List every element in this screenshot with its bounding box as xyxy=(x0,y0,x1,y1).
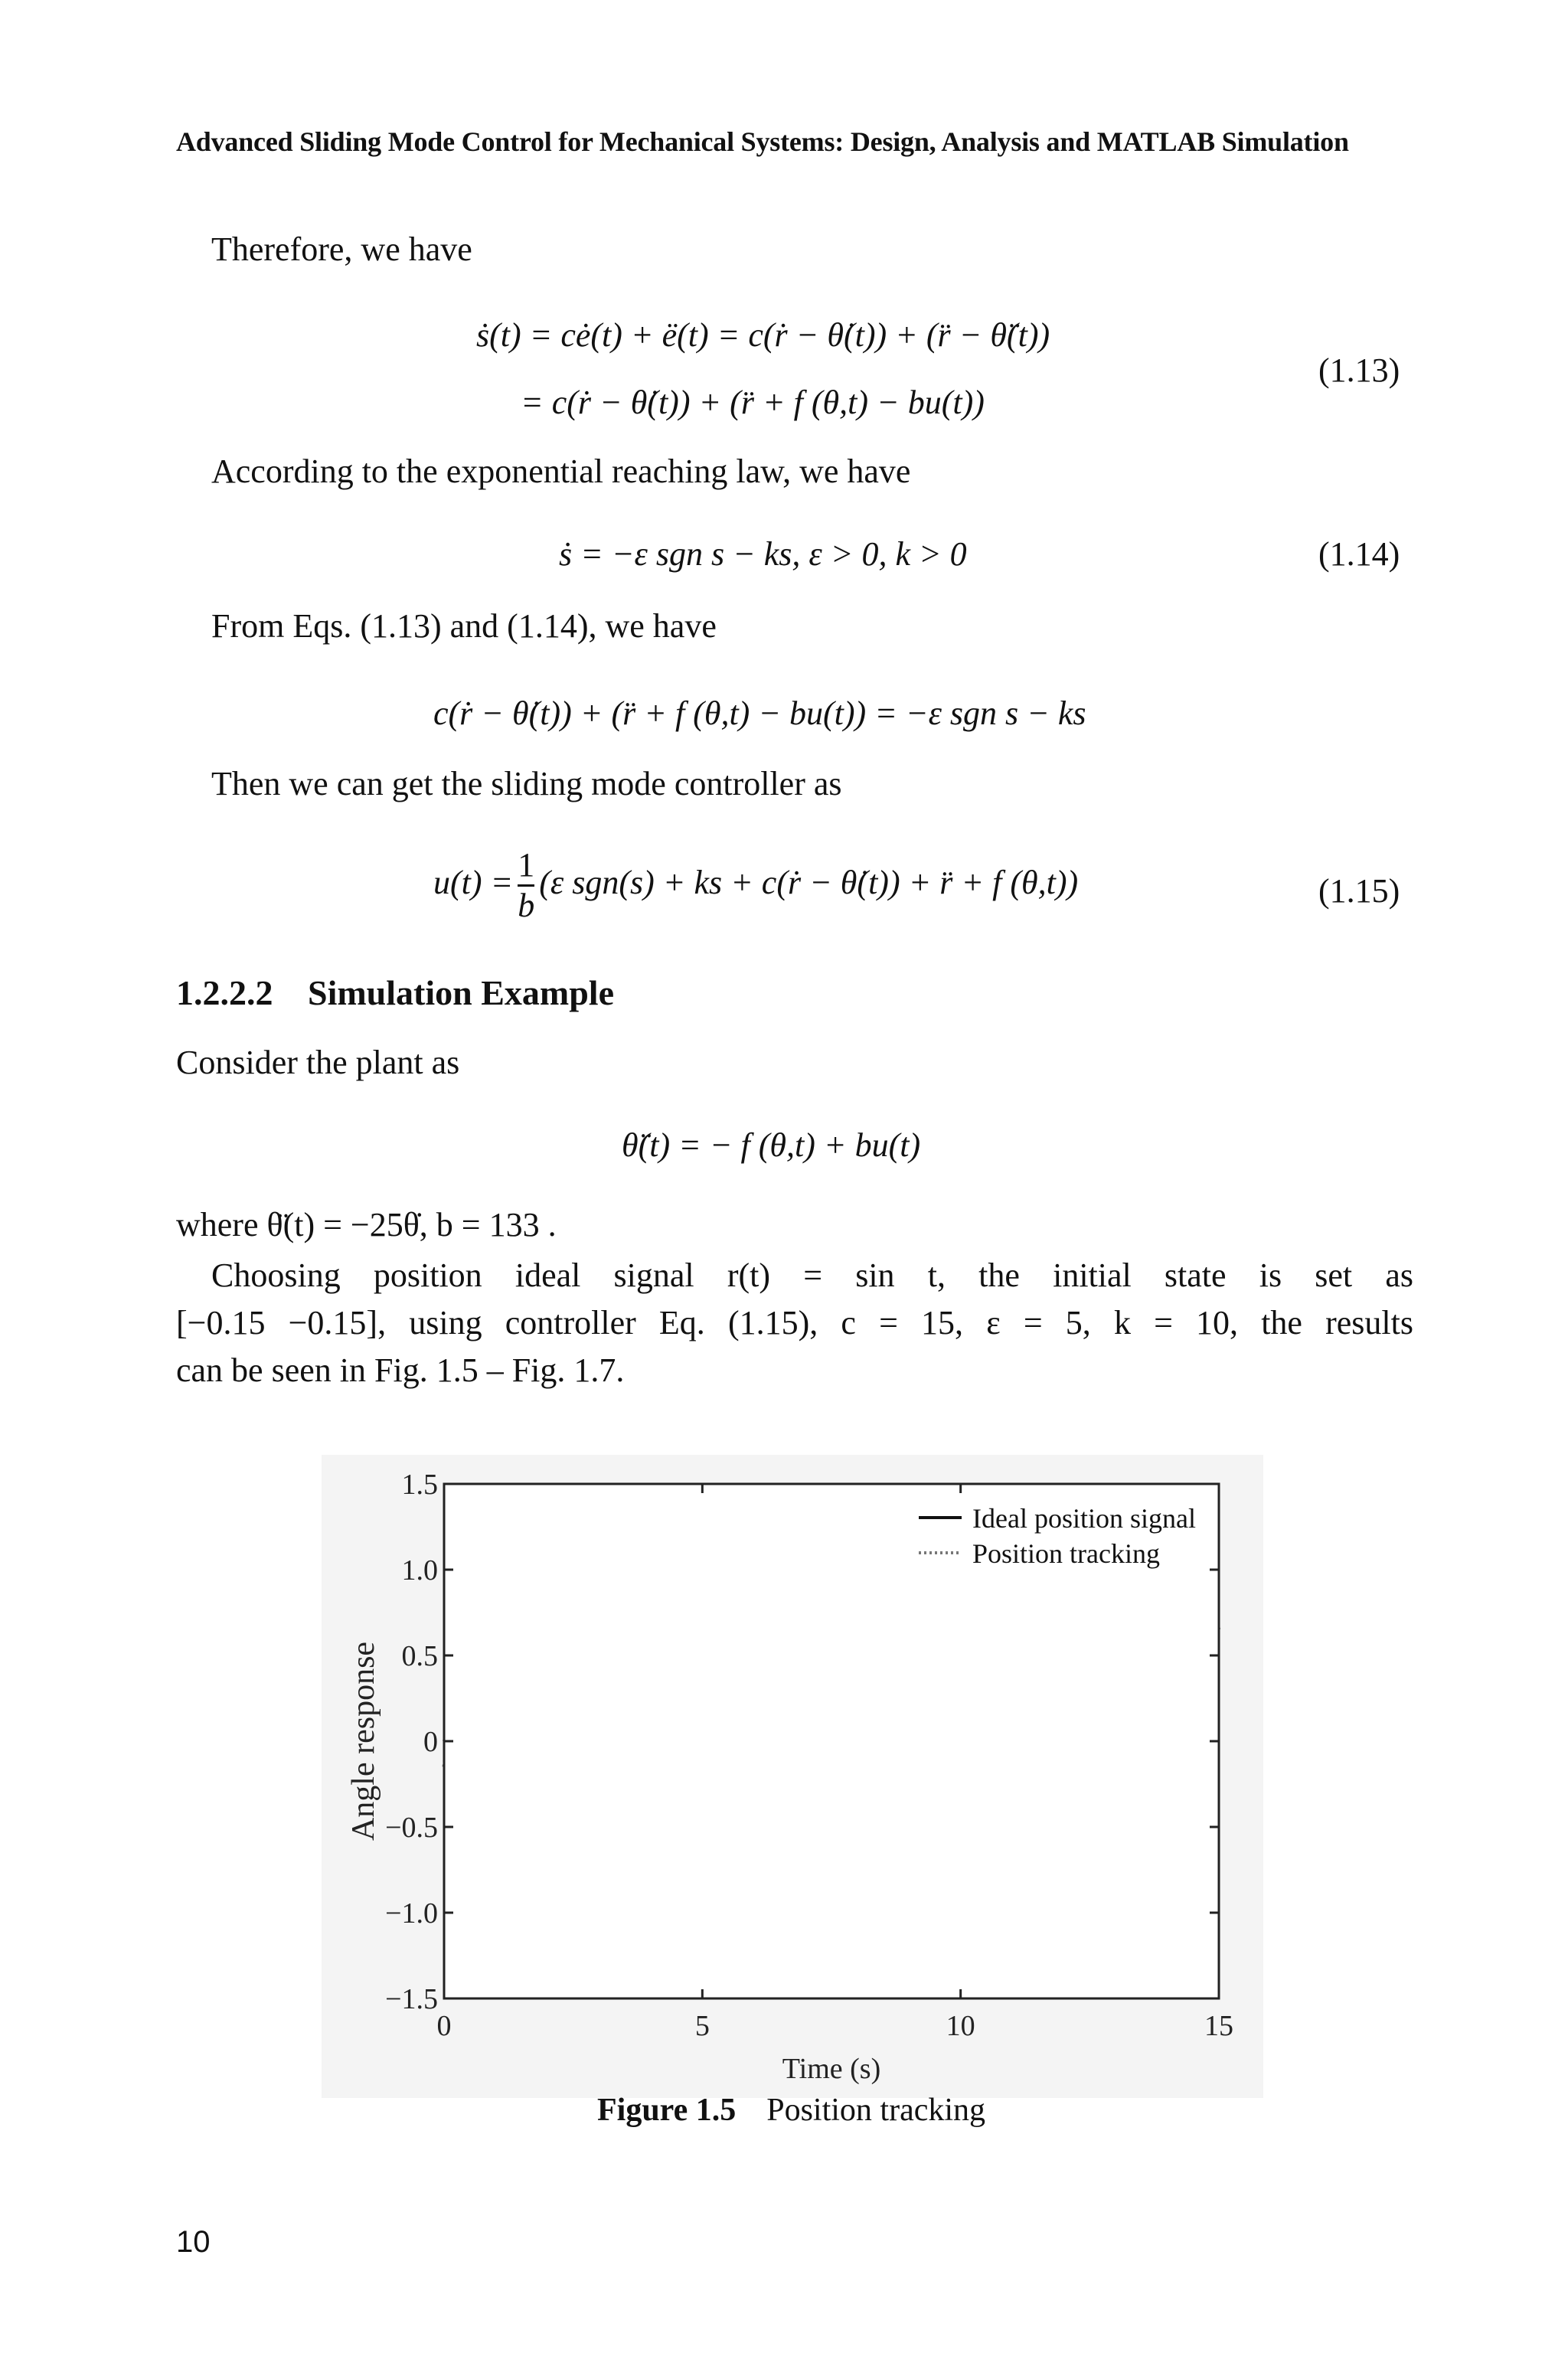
fraction-numerator: 1 xyxy=(518,846,534,887)
figure-caption xyxy=(597,2092,985,2129)
x-tick-label: 5 xyxy=(694,2010,710,2042)
y-tick-label: −1.0 xyxy=(385,1897,438,1930)
section-number: 1.2.2.2 xyxy=(176,973,273,1012)
position-tracking-chart xyxy=(322,1455,1263,2098)
paragraph-therefore: Therefore, we have xyxy=(211,230,472,268)
x-tick-label: 0 xyxy=(436,2010,452,2042)
section-heading xyxy=(176,972,614,1013)
legend-label-ideal: Ideal position signal xyxy=(972,1503,1196,1534)
paragraph-choosing-line3: can be seen in Fig. 1.5 – Fig. 1.7. xyxy=(176,1351,625,1389)
legend-label-tracking: Position tracking xyxy=(972,1538,1160,1569)
equation-combined: c(ṙ − θ̇(t)) + (r̈ + f (θ,t) − bu(t)) = −ε sgn s − ks xyxy=(433,694,1086,732)
y-tick-label: 0 xyxy=(423,1726,438,1758)
running-header: Advanced Sliding Mode Control for Mechanical Systems: Design, Analysis and MATLAB Simulation xyxy=(176,126,1349,157)
equation-1-13-line1: ṡ(t) = cė(t) + ë(t) = c(ṙ − θ̇(t)) + (r̈ − θ̈(t)) xyxy=(476,316,1050,354)
equation-1-15 xyxy=(433,841,1078,925)
y-axis-label: Angle response xyxy=(346,1641,381,1841)
x-axis-label: Time (s) xyxy=(782,2053,881,2085)
fraction-denominator: b xyxy=(518,887,535,925)
paragraph-controller: Then we can get the sliding mode controller as xyxy=(211,765,842,802)
y-tick-label: 1.5 xyxy=(401,1469,438,1501)
x-tick-label: 10 xyxy=(946,2010,975,2042)
paragraph-reaching-law: According to the exponential reaching law, we have xyxy=(211,453,911,490)
equation-1-13-line2: = c(ṙ − θ̇(t)) + (r̈ + f (θ,t) − bu(t)) xyxy=(521,384,985,421)
equation-number-1-13: (1.13) xyxy=(1318,351,1400,389)
page-number: 10 xyxy=(176,2225,211,2259)
x-tick-label: 15 xyxy=(1204,2010,1233,2042)
paragraph-consider-plant: Consider the plant as xyxy=(176,1044,460,1081)
equation-1-14: ṡ = −ε sgn s − ks, ε > 0, k > 0 xyxy=(559,535,967,573)
equation-1-15-rhs: (ε sgn(s) + ks + c(ṙ − θ̇(t)) + r̈ + f (θ,t)) xyxy=(539,864,1079,901)
equation-1-15-lhs: u(t) = xyxy=(433,864,514,901)
section-title: Simulation Example xyxy=(308,973,615,1012)
paragraph-from-eqs: From Eqs. (1.13) and (1.14), we have xyxy=(211,607,717,645)
paragraph-where: where θ̈(t) = −25θ̇, b = 133 . xyxy=(176,1206,557,1243)
equation-1-15-fraction xyxy=(518,846,534,925)
equation-number-1-15: (1.15) xyxy=(1318,872,1400,910)
y-tick-label: −1.5 xyxy=(385,1983,438,2015)
equation-number-1-14: (1.14) xyxy=(1318,535,1400,573)
equation-plant: θ̈(t) = − f (θ,t) + bu(t) xyxy=(622,1126,921,1164)
figure-title: Position tracking xyxy=(766,2093,986,2128)
y-tick-label: −0.5 xyxy=(385,1812,438,1844)
y-tick-label: 0.5 xyxy=(401,1640,438,1672)
paragraph-choosing-line1: Choosing position ideal signal r(t) = sin t, the initial state is set as xyxy=(211,1256,1413,1294)
figure-label: Figure 1.5 xyxy=(597,2093,737,2128)
paragraph-choosing-line2: [−0.15 −0.15], using controller Eq. (1.15), c = 15, ε = 5, k = 10, the results xyxy=(176,1304,1413,1341)
y-tick-label: 1.0 xyxy=(401,1554,438,1587)
